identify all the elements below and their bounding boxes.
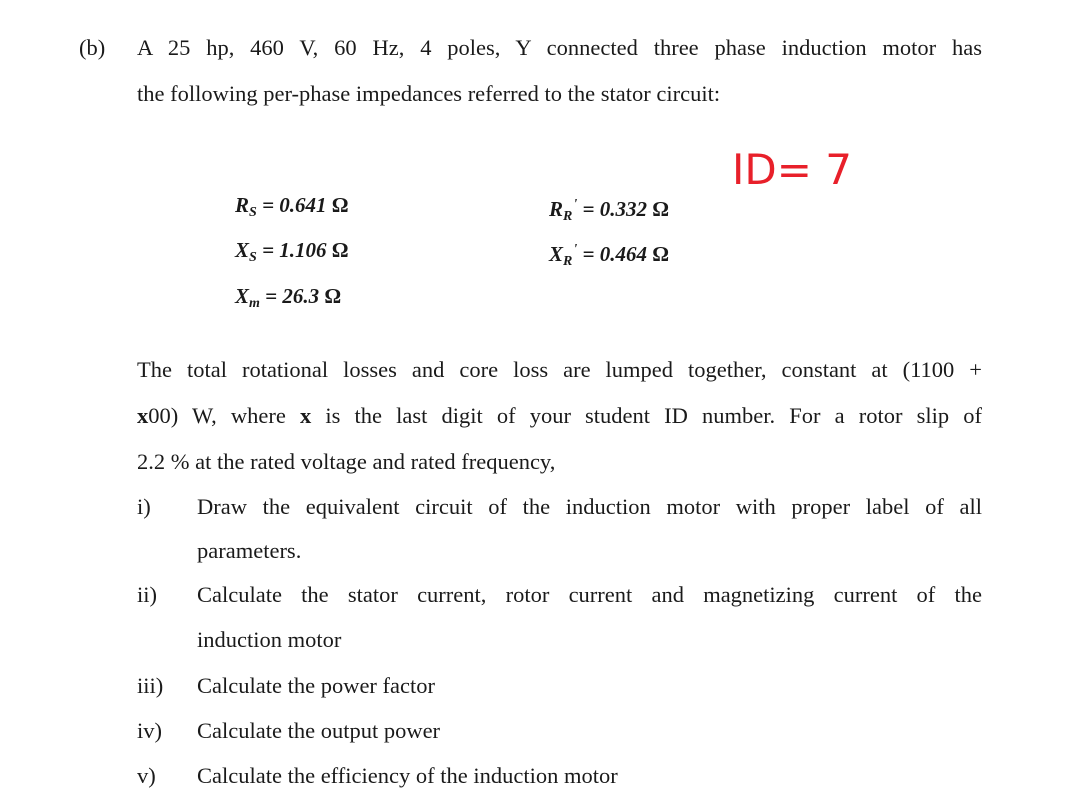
param-rs: $R_S = 0.641$ Ω — [235, 193, 349, 220]
param-xm: $X_m = 26.3$ Ω — [235, 284, 342, 311]
handwritten-id-annotation — [732, 126, 872, 196]
body-para-line3: 2.2 % at the rated voltage and rated frequency, — [137, 449, 556, 474]
param-rr-prime: $R_R' = 0.332$ Ω — [549, 197, 670, 224]
question-intro-line1: A 25 hp, 460 V, 60 Hz, 4 poles, Y connected three phase induction motor has — [137, 35, 982, 60]
item-ii-line1: Calculate the stator current, rotor current and magnetizing current of the — [197, 582, 982, 607]
item-iii-line1: Calculate the power factor — [197, 673, 436, 698]
param-xs: $X_S = 1.106$ Ω — [235, 238, 349, 265]
question-label: (b) — [79, 35, 106, 60]
handwritten-id-text: ID= 7 — [732, 145, 852, 194]
body-para-line1: The total rotational losses and core loss are lumped together, constant at (1100 + — [137, 357, 982, 382]
item-i-line1: Draw the equivalent circuit of the induction motor with proper label of all — [197, 494, 982, 519]
item-iv-line1: Calculate the output power — [197, 718, 441, 743]
item-i-line2: parameters. — [197, 538, 302, 563]
item-marker-i: i) — [137, 494, 151, 519]
item-marker-iii: iii) — [137, 673, 164, 698]
item-ii-line2: induction motor — [197, 627, 342, 652]
item-v-line1: Calculate the efficiency of the induction motor — [197, 763, 618, 788]
question-intro-line2: the following per-phase impedances referred to the stator circuit: — [137, 81, 721, 106]
item-marker-ii: ii) — [137, 582, 157, 607]
item-marker-v: v) — [137, 763, 156, 788]
item-marker-iv: iv) — [137, 718, 162, 743]
param-xr-prime: $X_R' = 0.464$ Ω — [549, 242, 670, 269]
body-para-line2: x00) W, where x is the last digit of your student ID number. For a rotor slip of — [137, 403, 982, 428]
